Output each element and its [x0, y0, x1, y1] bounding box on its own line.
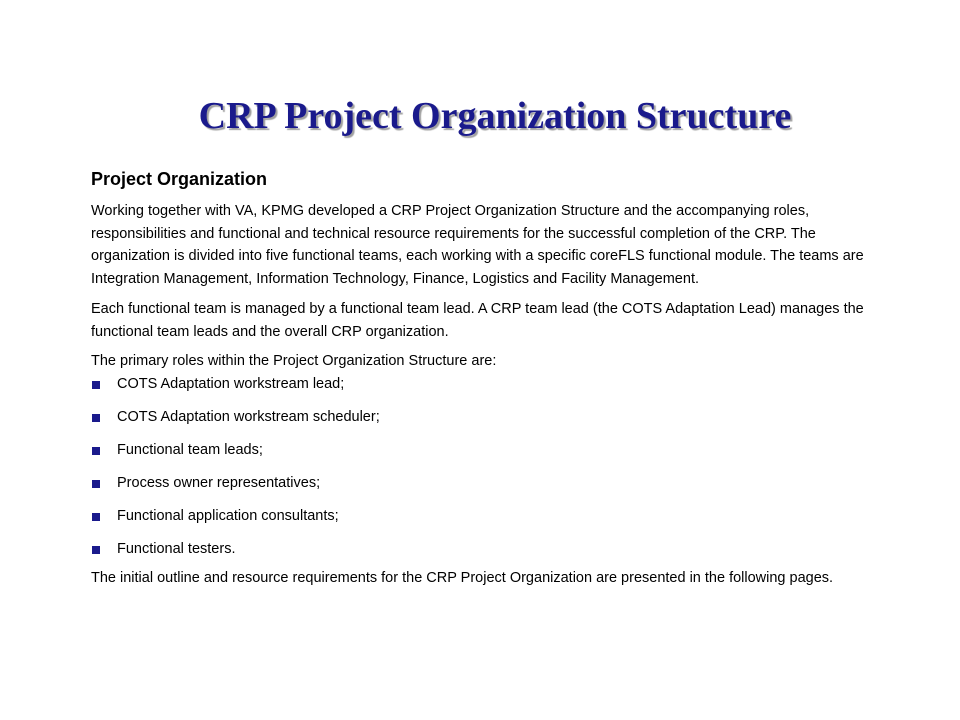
- square-bullet-icon: [92, 513, 100, 521]
- list-item-text: Functional application consultants;: [117, 507, 339, 524]
- list-item: [91, 373, 891, 395]
- slide-body: [91, 167, 891, 597]
- list-item: [91, 505, 891, 527]
- list-item-text: Process owner representatives;: [117, 474, 321, 491]
- square-bullet-icon: [92, 480, 100, 488]
- roles-list: [91, 373, 891, 560]
- list-item-text: Functional testers.: [117, 540, 236, 557]
- list-item-text: COTS Adaptation workstream scheduler;: [117, 408, 380, 425]
- slide-title: CRP Project Organization Structure: [198, 95, 792, 137]
- list-item-text: Functional team leads;: [117, 441, 263, 458]
- square-bullet-icon: [92, 447, 100, 455]
- list-item: [91, 406, 891, 428]
- paragraph-overview: Working together with VA, KPMG developed a CRP Project Organization Structure and the accompanying roles, responsibilities and functional and technical resource requirements for the successful completion of the CRP. The organization is divided into five functional teams, each working with a specific coreFLS functional module. The teams are Integration Management, Information Technology, Finance, Logistics and Facility Management.: [91, 203, 864, 288]
- list-item: [91, 439, 891, 461]
- square-bullet-icon: [92, 381, 100, 389]
- list-item: [91, 538, 891, 560]
- list-intro: The primary roles within the Project Organization Structure are:: [91, 353, 497, 370]
- square-bullet-icon: [92, 546, 100, 554]
- paragraph-closing: The initial outline and resource requirements for the CRP Project Organization are presented in the following pages.: [91, 569, 834, 586]
- section-heading: Project Organization: [91, 169, 268, 189]
- square-bullet-icon: [92, 414, 100, 422]
- paragraph-team-leads: Each functional team is managed by a functional team lead. A CRP team lead (the COTS Adaptation Lead) manages the functional team leads and the overall CRP organization.: [91, 300, 864, 340]
- list-item-text: COTS Adaptation workstream lead;: [117, 375, 345, 392]
- list-item: [91, 472, 891, 494]
